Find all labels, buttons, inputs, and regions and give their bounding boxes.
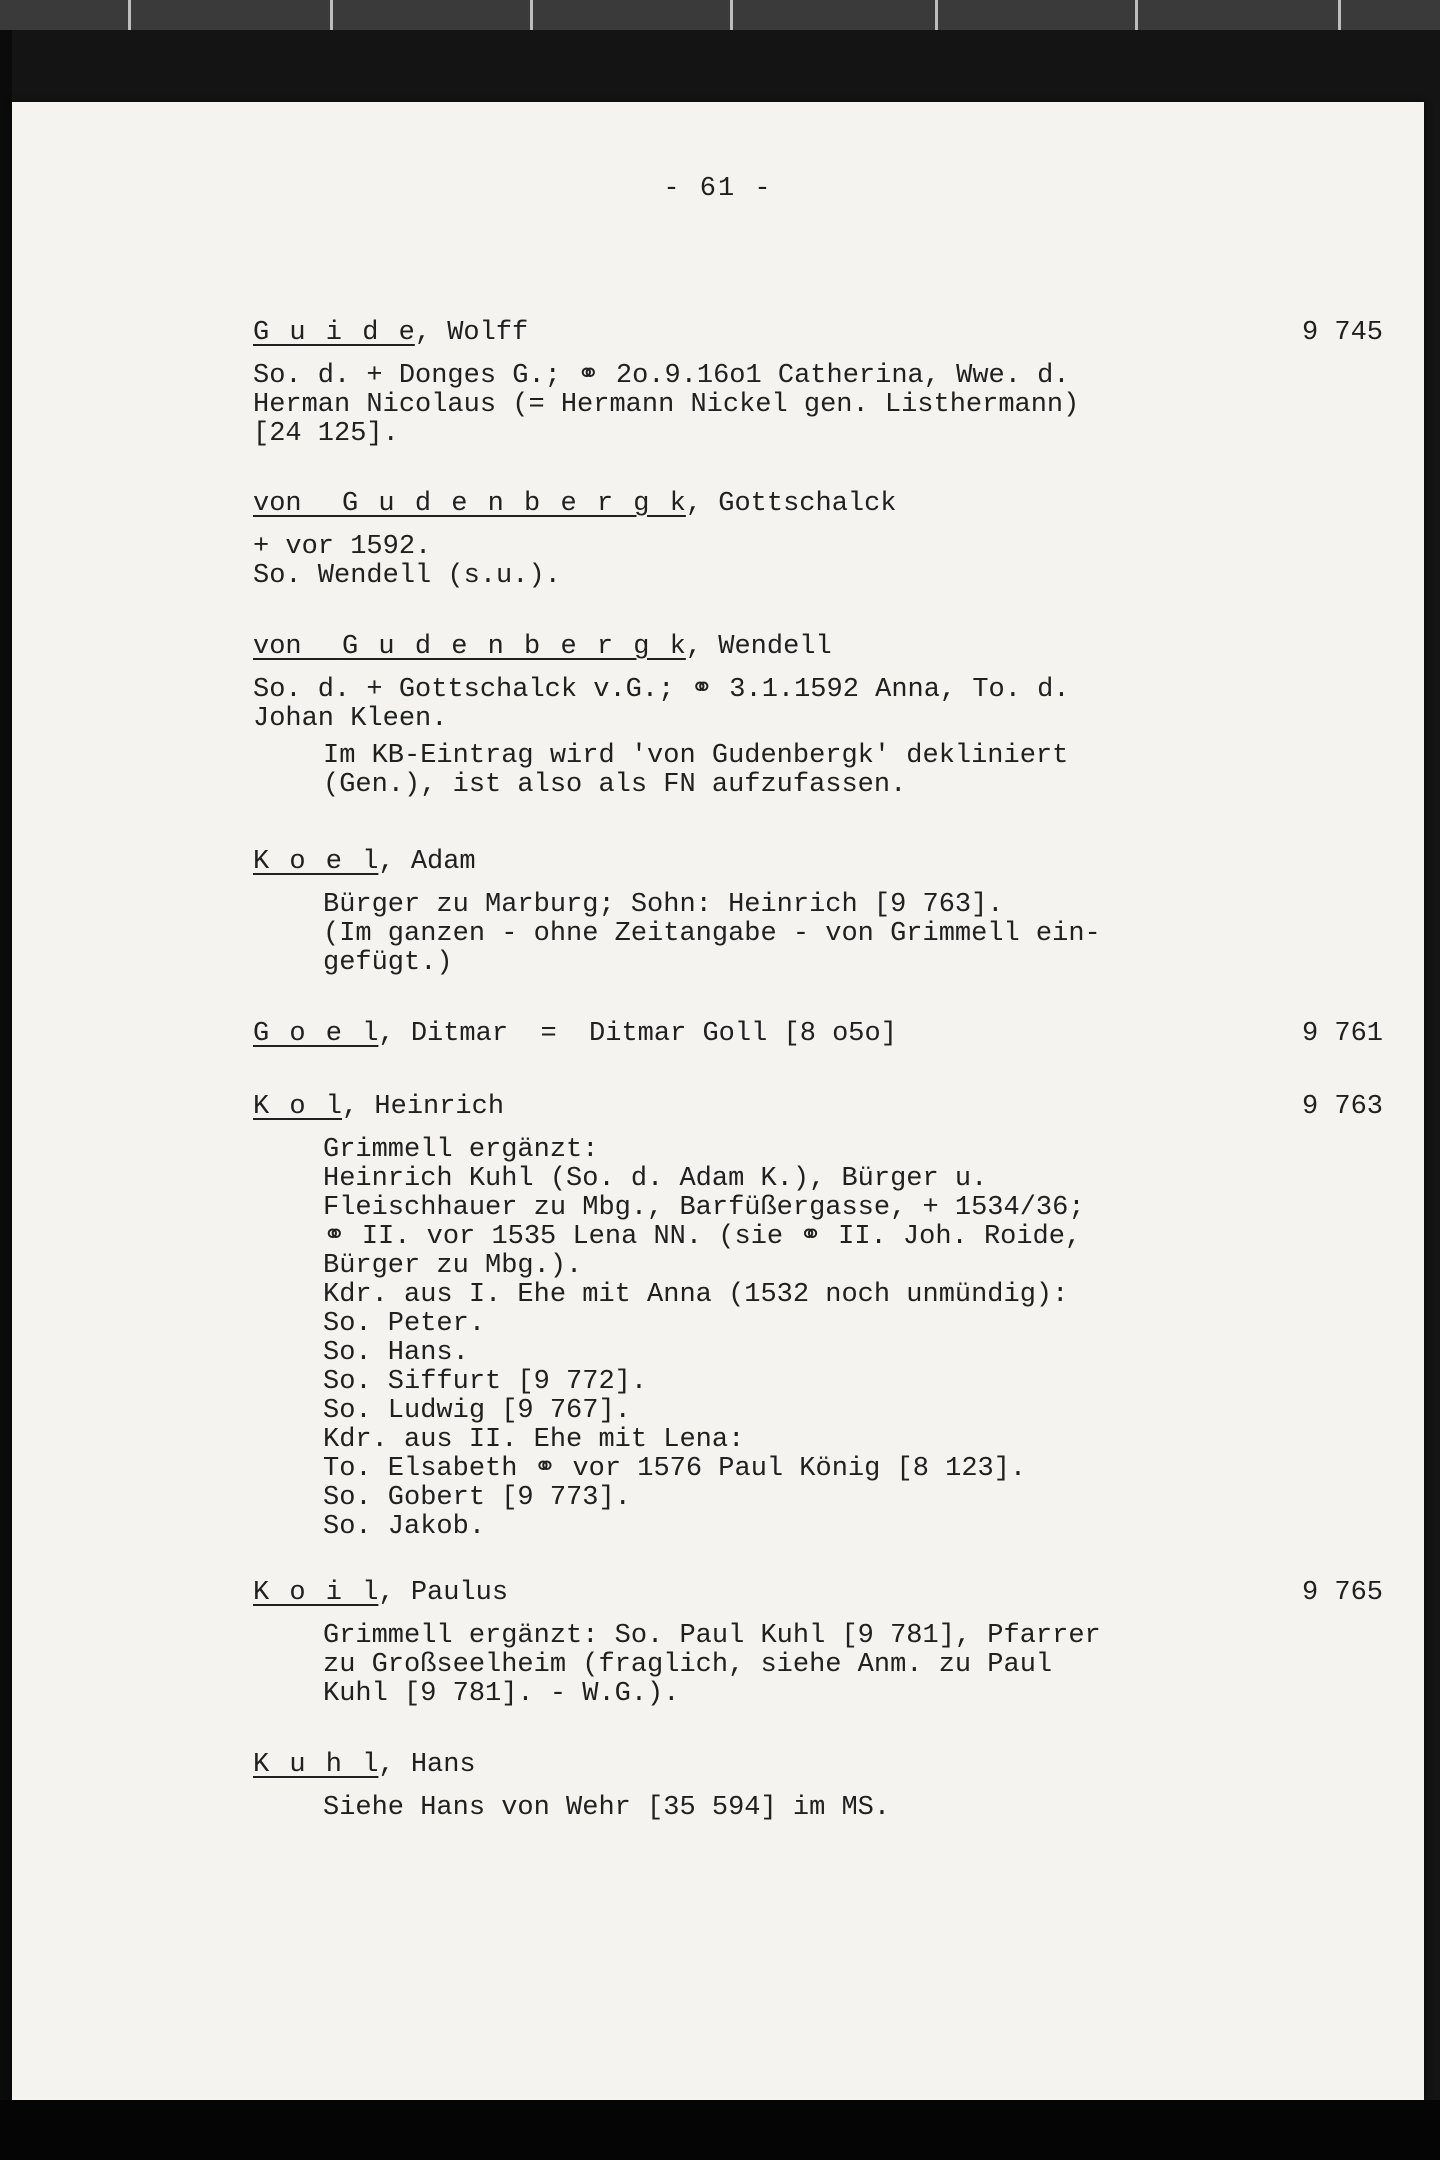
film-strip-top [0, 0, 1440, 30]
entry-note-line: Kuhl [9 781]. - W.G.). [323, 1679, 680, 1709]
entry-note-line: Heinrich Kuhl (So. d. Adam K.), Bürger u. [323, 1164, 988, 1194]
film-edge [0, 30, 12, 2110]
entry-note-line: Bürger zu Marburg; Sohn: Heinrich [9 763]. [323, 890, 1004, 920]
film-tick [1135, 0, 1138, 30]
entry-note-line: Grimmell ergänzt: So. Paul Kuhl [9 781], Pfarrer [323, 1621, 1101, 1651]
entry-kol-heinrich [253, 1092, 1383, 1542]
entry-heading [253, 1092, 1383, 1128]
entry-heading [253, 489, 1373, 525]
surname: K o e l [253, 847, 379, 877]
entry-note-line: (Im ganzen - ohne Zeitangabe - von Grimmell ein- [323, 919, 1101, 949]
entry-line: So. d. + Donges G.; ⚭ 2o.9.16o1 Catherina, Wwe. d. [253, 361, 1070, 391]
given-name: , Wolff [414, 318, 529, 348]
surname: G u d e n b e r g k [342, 632, 686, 662]
page-number: - 61 - [663, 174, 773, 204]
entry-note-line: To. Elsabeth ⚭ vor 1576 Paul König [8 123]. [323, 1454, 1027, 1484]
surname: K u h l [253, 1750, 379, 1780]
film-tick [730, 0, 733, 30]
entry-note-line: So. Hans. [323, 1338, 469, 1368]
entry-note-line: So. Ludwig [9 767]. [323, 1396, 631, 1426]
name-prefix: von [253, 489, 343, 519]
surname: G o e l [253, 1019, 379, 1049]
entry-note-line: Bürger zu Mbg.). [323, 1251, 583, 1281]
entry-koel-adam [253, 847, 1373, 978]
surname: G u d e n b e r g k [342, 489, 686, 519]
film-tick [128, 0, 131, 30]
reference-number: 9 745 [1301, 318, 1383, 348]
given-name: , Hans [378, 1750, 476, 1780]
entry-note-line: So. Gobert [9 773]. [323, 1483, 631, 1513]
film-tick [935, 0, 938, 30]
film-tick [530, 0, 533, 30]
entry-note-line: So. Jakob. [323, 1512, 486, 1542]
entry-heading [253, 1578, 1383, 1614]
entry-heading [253, 847, 1373, 883]
given-name: , Paulus [378, 1578, 509, 1608]
reference-number: 9 761 [1301, 1019, 1383, 1049]
entry-koil-paulus [253, 1578, 1383, 1709]
reference-number: 9 765 [1301, 1578, 1383, 1608]
entry-note-line: Siehe Hans von Wehr [35 594] im MS. [323, 1793, 891, 1823]
entry-note-line: So. Peter. [323, 1309, 486, 1339]
given-name: , Heinrich [342, 1092, 505, 1122]
reference-number: 9 763 [1301, 1092, 1383, 1122]
name-prefix: von [253, 632, 343, 662]
entry-kuhl-hans [253, 1750, 1373, 1823]
entry-heading [253, 318, 1383, 354]
entry-gudenbergk-wendell [253, 632, 1373, 800]
entry-line: Johan Kleen. [253, 704, 448, 734]
entry-note-line: Kdr. aus I. Ehe mit Anna (1532 noch unmündig): [323, 1280, 1069, 1310]
entry-line: Herman Nicolaus (= Hermann Nickel gen. Listhermann) [253, 390, 1080, 420]
entry-heading [253, 1019, 1383, 1055]
entry-line: So. d. + Gottschalck v.G.; ⚭ 3.1.1592 Anna, To. d. [253, 675, 1070, 705]
entry-note-line: Grimmell ergänzt: [323, 1135, 599, 1165]
entry-line: + vor 1592. [253, 532, 432, 562]
entry-note-line: (Gen.), ist also als FN aufzufassen. [323, 770, 907, 800]
entry-note-line: gefügt.) [323, 948, 453, 978]
given-name: , Ditmar = Ditmar Goll [8 o5o] [378, 1019, 897, 1049]
entry-note-line: Fleischhauer zu Mbg., Barfüßergasse, + 1534/36; [323, 1193, 1085, 1223]
entry-line: [24 125]. [253, 419, 399, 449]
given-name: , Wendell [685, 632, 832, 662]
surname: K o l [253, 1092, 343, 1122]
entry-note-line: zu Großseelheim (fraglich, siehe Anm. zu Paul [323, 1650, 1053, 1680]
surname: K o i l [253, 1578, 379, 1608]
entry-heading [253, 632, 1373, 668]
entry-note-line: So. Siffurt [9 772]. [323, 1367, 648, 1397]
document-page [12, 102, 1424, 2100]
entry-guide-wolff [253, 318, 1383, 449]
entry-note-line: Kdr. aus II. Ehe mit Lena: [323, 1425, 745, 1455]
film-tick [1338, 0, 1341, 30]
given-name: , Adam [378, 847, 476, 877]
entry-goel-ditmar [253, 1019, 1383, 1055]
surname: G u i d e [253, 318, 415, 348]
entry-line: So. Wendell (s.u.). [253, 561, 561, 591]
film-tick [330, 0, 333, 30]
entry-heading [253, 1750, 1373, 1786]
entry-gudenbergk-gottschalck [253, 489, 1373, 591]
given-name: , Gottschalck [685, 489, 897, 519]
film-strip-bottom [0, 2100, 1440, 2160]
entry-note-line: ⚭ II. vor 1535 Lena NN. (sie ⚭ II. Joh. Roide, [323, 1222, 1082, 1252]
entry-note-line: Im KB-Eintrag wird 'von Gudenbergk' dekliniert [323, 741, 1069, 771]
